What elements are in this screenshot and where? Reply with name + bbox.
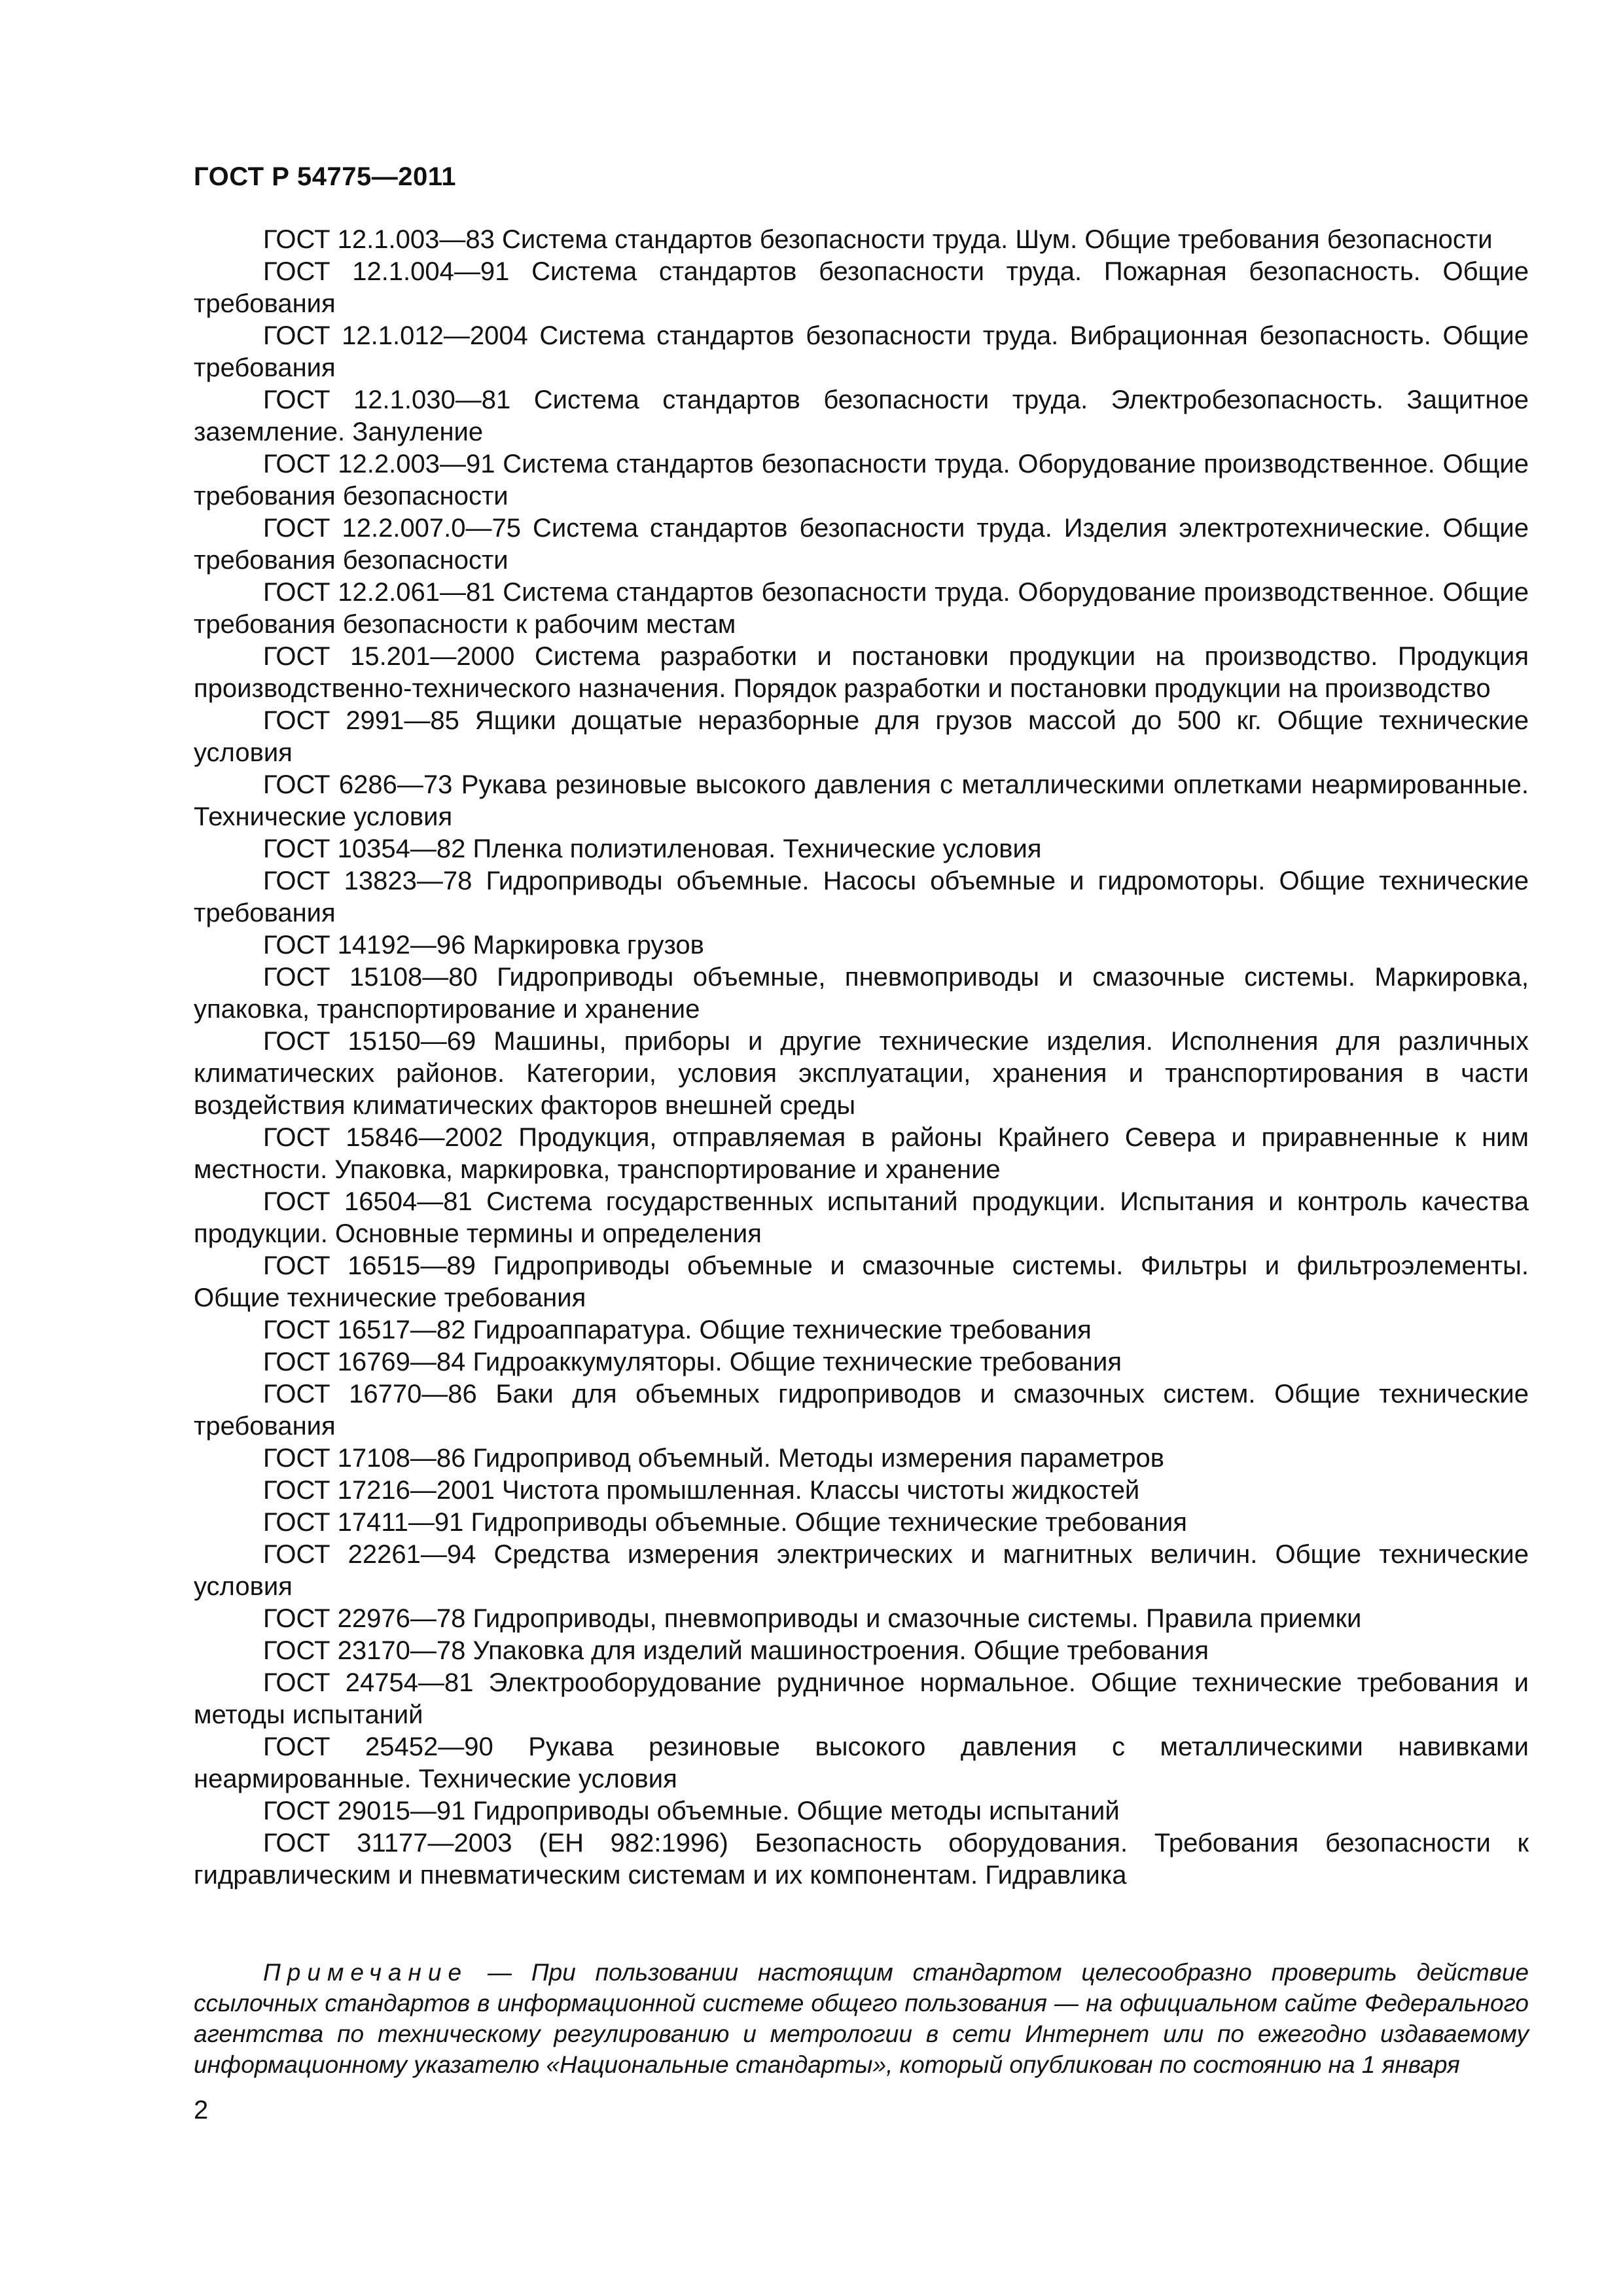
- reference-item: ГОСТ 15108—80 Гидроприводы объемные, пневмоприводы и смазочные системы. Маркировка, упаковка, транспортирование и хранение: [194, 963, 1529, 1024]
- reference-item: ГОСТ 29015—91 Гидроприводы объемные. Общие методы испытаний: [263, 1797, 1120, 1825]
- reference-item: ГОСТ 17108—86 Гидропривод объемный. Методы измерения параметров: [263, 1444, 1165, 1473]
- reference-item: ГОСТ 17411—91 Гидроприводы объемные. Общие технические требования: [263, 1508, 1187, 1537]
- reference-item: ГОСТ 16770—86 Баки для объемных гидроприводов и смазочных систем. Общие технические требования: [194, 1380, 1529, 1441]
- reference-item: ГОСТ 12.1.030—81 Система стандартов безопасности труда. Электробезопасность. Защитное заземление. Зануление: [194, 386, 1529, 446]
- reference-item: ГОСТ 15.201—2000 Система разработки и постановки продукции на производство. Продукция производственно-технического назначения. Порядок разработки и постановки продукции на производство: [194, 642, 1529, 703]
- reference-item: ГОСТ 6286—73 Рукава резиновые высокого давления с металлическими оплетками неармированные. Технические условия: [194, 770, 1529, 831]
- page-number: 2: [194, 2096, 209, 2125]
- reference-item: ГОСТ 24754—81 Электрооборудование рудничное нормальное. Общие технические требования и методы испытаний: [194, 1668, 1529, 1729]
- reference-item: ГОСТ 16769—84 Гидроаккумуляторы. Общие технические требования: [263, 1348, 1122, 1376]
- reference-item: ГОСТ 17216—2001 Чистота промышленная. Классы чистоты жидкостей: [263, 1476, 1140, 1505]
- normative-references-list: [194, 224, 1529, 1892]
- reference-item: ГОСТ 25452—90 Рукава резиновые высокого давления с металлическими навивками неармированные. Технические условия: [194, 1732, 1529, 1793]
- reference-item: ГОСТ 16515—89 Гидроприводы объемные и смазочные системы. Фильтры и фильтроэлементы. Общие технические требования: [194, 1251, 1529, 1312]
- reference-item: ГОСТ 12.1.004—91 Система стандартов безопасности труда. Пожарная безопасность. Общие требования: [194, 257, 1529, 318]
- reference-item: ГОСТ 13823—78 Гидроприводы объемные. Насосы объемные и гидромоторы. Общие технические требования: [194, 867, 1529, 927]
- reference-item: ГОСТ 14192—96 Маркировка грузов: [263, 931, 704, 960]
- reference-item: ГОСТ 12.1.003—83 Система стандартов безопасности труда. Шум. Общие требования безопасности: [263, 225, 1493, 254]
- reference-item: ГОСТ 31177—2003 (ЕН 982:1996) Безопасность оборудования. Требования безопасности к гидравлическим и пневматическим системам и их компонентам. Гидравлика: [194, 1829, 1529, 1890]
- reference-item: ГОСТ 12.1.012—2004 Система стандартов безопасности труда. Вибрационная безопасность. Общие требования: [194, 321, 1529, 382]
- note-text: — При пользовании настоящим стандартом целесообразно проверить действие ссылочных стандартов в информационной системе общего пользования — на официальном сайте Федерального агентства по техническому регулированию и метрологии в сети Интернет или по ежегодно издаваемому информационному указателю «Национальные стандарты», который опубликован по состоянию на 1 января: [194, 1959, 1529, 2078]
- note-label: Примечание: [263, 1959, 469, 1986]
- note-paragraph: [194, 1957, 1529, 2080]
- reference-item: ГОСТ 15846—2002 Продукция, отправляемая в районы Крайнего Севера и приравненные к ним местности. Упаковка, маркировка, транспортирование и хранение: [194, 1123, 1529, 1184]
- reference-item: ГОСТ 22976—78 Гидроприводы, пневмоприводы и смазочные системы. Правила приемки: [263, 1604, 1362, 1633]
- document-header: ГОСТ Р 54775—2011: [194, 162, 456, 191]
- reference-item: ГОСТ 12.2.007.0—75 Система стандартов безопасности труда. Изделия электротехнические. Общие требования безопасности: [194, 514, 1529, 575]
- reference-item: ГОСТ 23170—78 Упаковка для изделий машиностроения. Общие требования: [263, 1636, 1209, 1665]
- reference-item: ГОСТ 16504—81 Система государственных испытаний продукции. Испытания и контроль качества продукции. Основные термины и определения: [194, 1187, 1529, 1248]
- reference-item: ГОСТ 15150—69 Машины, приборы и другие технические изделия. Исполнения для различных климатических районов. Категории, условия эксплуатации, хранения и транспортирования в части воздействия климатических факторов внешней среды: [194, 1027, 1529, 1120]
- reference-item: ГОСТ 2991—85 Ящики дощатые неразборные для грузов массой до 500 кг. Общие технические условия: [194, 706, 1529, 767]
- reference-item: ГОСТ 16517—82 Гидроаппаратура. Общие технические требования: [263, 1316, 1092, 1344]
- reference-item: ГОСТ 12.2.061—81 Система стандартов безопасности труда. Оборудование производственное. Общие требования безопасности к рабочим местам: [194, 578, 1529, 639]
- reference-item: ГОСТ 12.2.003—91 Система стандартов безопасности труда. Оборудование производственное. Общие требования безопасности: [194, 450, 1529, 511]
- reference-item: ГОСТ 10354—82 Пленка полиэтиленовая. Технические условия: [263, 834, 1042, 863]
- reference-item: ГОСТ 22261—94 Средства измерения электрических и магнитных величин. Общие технические условия: [194, 1540, 1529, 1601]
